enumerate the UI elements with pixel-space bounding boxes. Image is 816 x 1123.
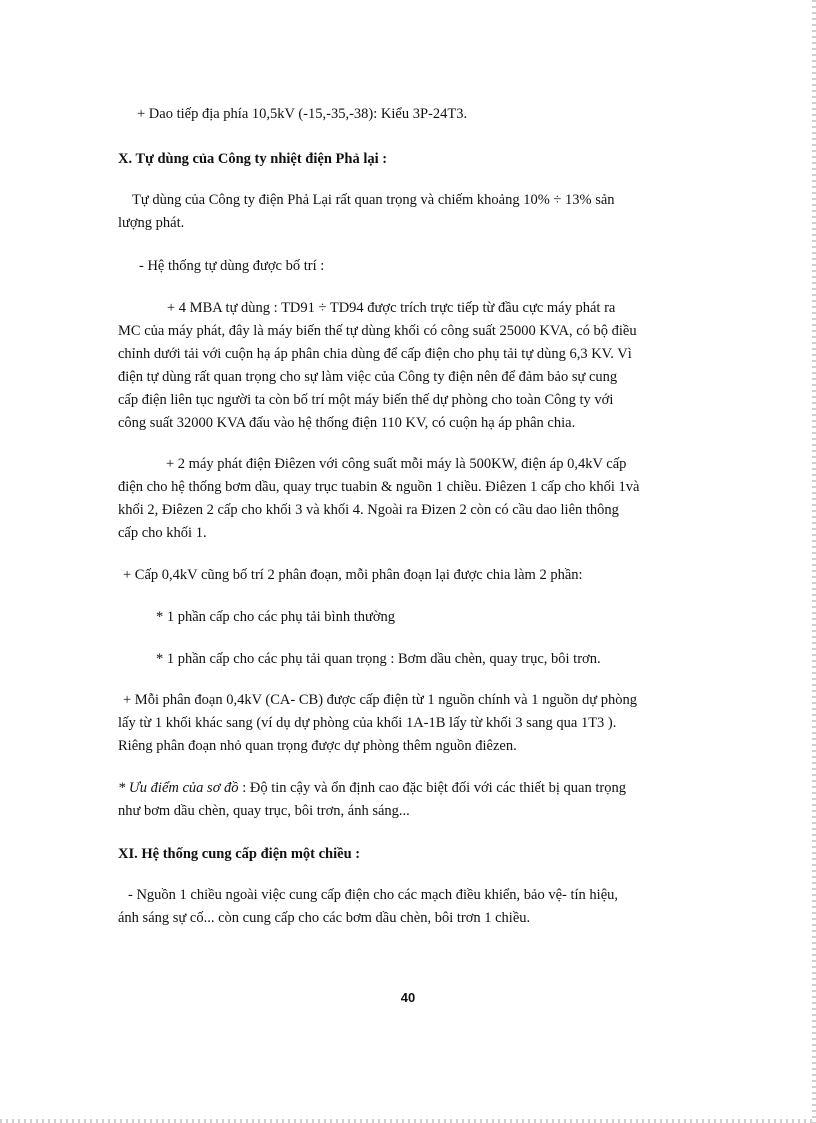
section-heading-xi — [118, 843, 698, 866]
text-line: MC của máy phát, đây là máy biến thế tự dùng khối có công suất 25000 KVA, có bộ điều — [118, 323, 637, 339]
paragraph-phan-binh-thuong — [156, 606, 736, 629]
text-line: cấp điện liên tục người ta còn bố trí một máy biến thế dự phòng cho toàn Công ty với — [118, 392, 614, 408]
section-heading-x — [118, 148, 698, 171]
text-line: + Dao tiếp địa phía 10,5kV (-15,-35,-38): Kiểu 3P-24T3. — [137, 106, 468, 122]
paragraph-tu-dung-intro — [118, 189, 698, 235]
text-line: + 2 máy phát điện Điêzen với công suất mỗi máy là 500KW, điện áp 0,4kV cấp — [166, 456, 627, 472]
text-line: khối 2, Điêzen 2 cấp cho khối 3 và khối 4. Ngoài ra Đizen 2 còn có cầu dao liên thông — [118, 502, 619, 518]
text-line: Riêng phân đoạn nhỏ quan trọng được dự phòng thêm nguồn điêzen. — [118, 738, 517, 754]
text-line: - Hệ thống tự dùng được bố trí : — [139, 258, 325, 274]
text-line: + Mỗi phân đoạn 0,4kV (CA- CB) được cấp điện từ 1 nguồn chính và 1 nguồn dự phòng — [123, 692, 637, 708]
uu-diem-label: * Ưu điểm của sơ đồ — [118, 780, 239, 796]
text-line: - Nguồn 1 chiều ngoài việc cung cấp điện cho các mạch điều khiển, bảo vệ- tín hiệu, — [128, 887, 619, 903]
text-line: ánh sáng sự cố... còn cung cấp cho các bơm dầu chèn, bôi trơn 1 chiều. — [118, 910, 531, 926]
text-line: * 1 phần cấp cho các phụ tải quan trọng : Bơm dầu chèn, quay trục, bôi trơn. — [156, 651, 601, 667]
paragraph-2-may-phat — [118, 453, 698, 545]
text-line: công suất 32000 KVA đấu vào hệ thống điện 110 KV, có cuộn hạ áp phân chia. — [118, 415, 576, 431]
paragraph-uu-diem — [118, 777, 698, 823]
page-edge-bottom — [0, 1119, 816, 1123]
paragraph-dao-tiep-dia — [137, 103, 717, 126]
text-line: + 4 MBA tự dùng : TD91 ÷ TD94 được trích trực tiếp từ đầu cực máy phát ra — [167, 300, 616, 316]
uu-diem-text: : Độ tin cậy và ổn định cao đặc biệt đối với các thiết bị quan trọng — [242, 780, 626, 796]
text-line: điện cho hệ thống bơm dầu, quay trục tuabin & nguồn 1 chiều. Điêzen 1 cấp cho khối 1và — [118, 479, 640, 495]
paragraph-4-mba — [118, 297, 698, 435]
text-line: Tự dùng của Công ty điện Phả Lại rất quan trọng và chiếm khoảng 10% ÷ 13% sản — [132, 192, 615, 208]
text-line: cấp cho khối 1. — [118, 525, 207, 541]
paragraph-cap-04kv — [123, 564, 703, 587]
text-line: + Cấp 0,4kV cũng bố trí 2 phân đoạn, mỗi phân đoạn lại được chia làm 2 phần: — [123, 567, 583, 583]
heading-text: X. Tự dùng của Công ty nhiệt điện Phả lại : — [118, 151, 388, 167]
page-number: 40 — [400, 990, 416, 1005]
text-line: điện tự dùng rất quan trọng cho sự làm việc của Công ty điện nên để đảm bảo sự cung — [118, 369, 618, 385]
text-line — [118, 777, 698, 800]
text-line: như bơm dầu chèn, quay trục, bôi trơn, ánh sáng... — [118, 803, 410, 819]
text-line: chỉnh dưới tải với cuộn hạ áp phân chia dùng để cấp điện cho phụ tải tự dùng 6,3 KV. Vì — [118, 346, 632, 362]
paragraph-moi-phan-doan — [118, 689, 698, 758]
text-line: lấy từ 1 khối khác sang (ví dụ dự phòng của khối 1A-1B lấy từ khối 3 sang qua 1T3 ). — [118, 715, 617, 731]
text-line: * 1 phần cấp cho các phụ tải bình thường — [156, 609, 396, 625]
paragraph-nguon-1-chieu — [118, 884, 698, 930]
paragraph-phan-quan-trong — [156, 648, 736, 671]
text-line: lượng phát. — [118, 215, 185, 231]
page-edge-right — [812, 0, 816, 1123]
paragraph-he-thong — [139, 255, 719, 278]
heading-text: XI. Hệ thống cung cấp điện một chiều : — [118, 846, 361, 862]
